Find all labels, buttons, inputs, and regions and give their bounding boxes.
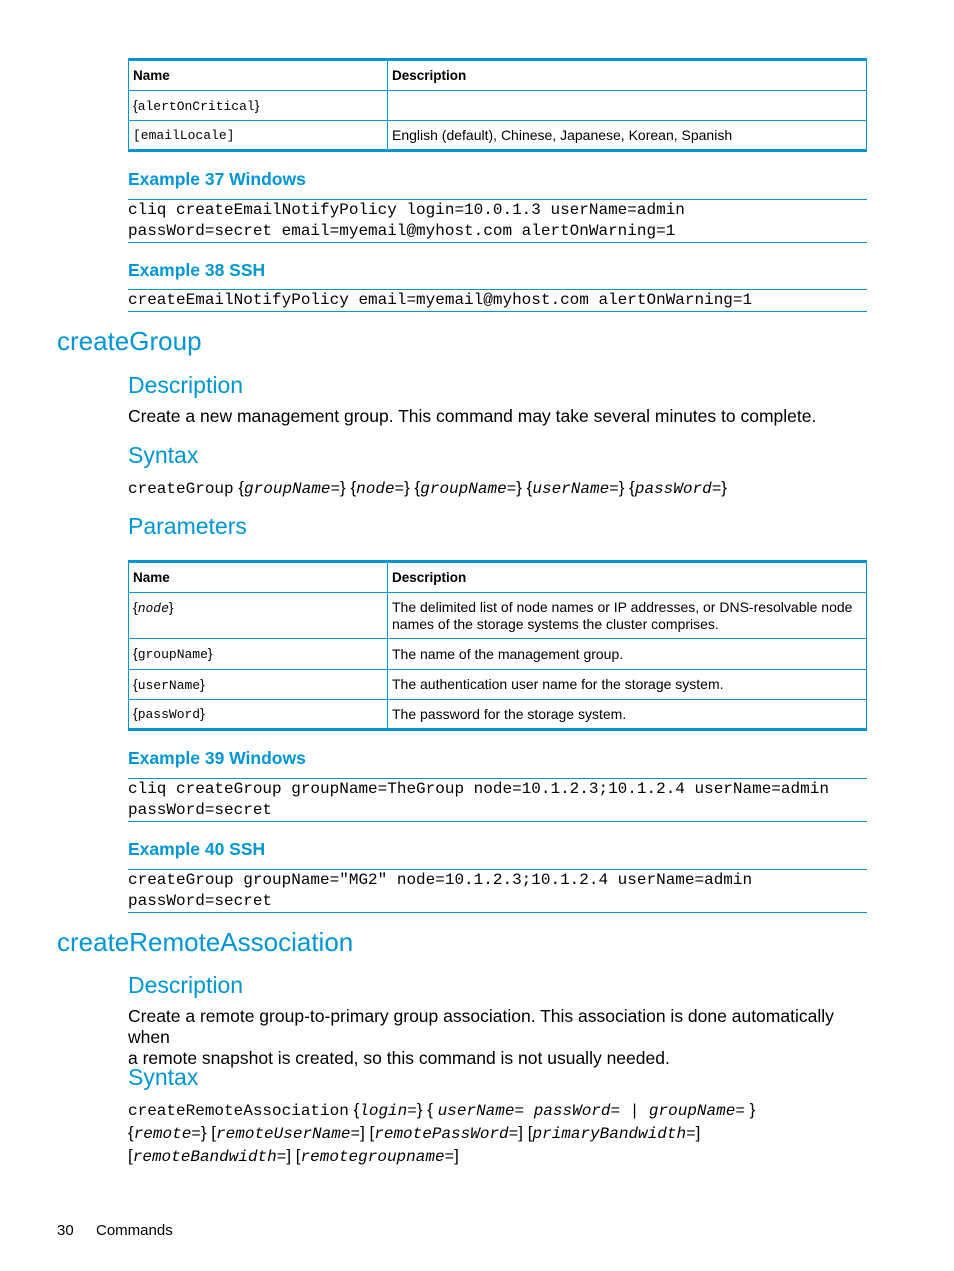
description-heading: Description bbox=[128, 372, 244, 398]
description-heading: Description bbox=[128, 972, 244, 998]
syntax-block bbox=[128, 1099, 868, 1168]
example-37-title: Example 37 Windows bbox=[128, 169, 306, 189]
param-description: The password for the storage system. bbox=[388, 700, 867, 730]
example-38-title: Example 38 SSH bbox=[128, 260, 266, 280]
param-name: {alertOnCritical} bbox=[129, 91, 388, 121]
description-text: Create a new management group. This command may take several minutes to complete. bbox=[128, 406, 817, 426]
example-39-title: Example 39 Windows bbox=[128, 748, 306, 768]
example-40-code: createGroup groupName="MG2" node=10.1.2.3;10.1.2.4 userName=admin passWord=secret bbox=[128, 869, 867, 913]
description-text: Create a remote group-to-primary group association. This association is done automatically when a remote snapshot is created, so this command is not usually needed. bbox=[128, 1006, 834, 1068]
section-title-createremoteassociation: createRemoteAssociation bbox=[57, 927, 354, 957]
example-38-code: createEmailNotifyPolicy email=myemail@myhost.com alertOnWarning=1 bbox=[128, 289, 867, 312]
param-description: English (default), Chinese, Japanese, Korean, Spanish bbox=[388, 121, 867, 151]
param-description: The authentication user name for the storage system. bbox=[388, 670, 867, 700]
syntax-line: createGroup {groupName=} {node=} {groupName=} {userName=} {passWord=} bbox=[128, 478, 727, 498]
table-1 bbox=[128, 58, 867, 152]
syntax-heading: Syntax bbox=[128, 442, 199, 468]
parameters-heading: Parameters bbox=[128, 513, 247, 539]
table-header-row bbox=[129, 562, 867, 593]
header-name: Name bbox=[129, 60, 388, 91]
syntax-line: createRemoteAssociation {login=} { userName= passWord= | groupName= } bbox=[128, 1100, 756, 1120]
table-row bbox=[129, 593, 867, 639]
table-row bbox=[129, 700, 867, 730]
table-row bbox=[129, 670, 867, 700]
table-header-row bbox=[129, 60, 867, 91]
header-description: Description bbox=[388, 562, 867, 593]
header-description: Description bbox=[388, 60, 867, 91]
param-name: {userName} bbox=[129, 670, 388, 700]
param-description bbox=[388, 91, 867, 121]
footer-section: Commands bbox=[96, 1222, 173, 1239]
param-description: The name of the management group. bbox=[388, 639, 867, 670]
section-title-creategroup: createGroup bbox=[57, 326, 202, 356]
table-row bbox=[129, 91, 867, 121]
page-number: 30 bbox=[57, 1222, 74, 1239]
example-40-title: Example 40 SSH bbox=[128, 839, 266, 859]
syntax-line: [remoteBandwidth=] [remotegroupname=] bbox=[128, 1146, 459, 1166]
table-row bbox=[129, 121, 867, 151]
example-37-code: cliq createEmailNotifyPolicy login=10.0.1.3 userName=admin passWord=secret email=myemail@myhost.com alertOnWarning=1 bbox=[128, 199, 867, 243]
example-39-code: cliq createGroup groupName=TheGroup node=10.1.2.3;10.1.2.4 userName=admin passWord=secret bbox=[128, 778, 867, 822]
param-name: {groupName} bbox=[129, 639, 388, 670]
syntax-heading: Syntax bbox=[128, 1064, 199, 1090]
table-row bbox=[129, 639, 867, 670]
parameters-table bbox=[128, 560, 867, 731]
header-name: Name bbox=[129, 562, 388, 593]
syntax-line: {remote=} [remoteUserName=] [remotePassWord=] [primaryBandwidth=] bbox=[128, 1123, 701, 1143]
param-name: {node} bbox=[129, 593, 388, 639]
param-name: [emailLocale] bbox=[129, 121, 388, 151]
param-description: The delimited list of node names or IP addresses, or DNS-resolvable node names of the storage systems the cluster comprises. bbox=[388, 593, 867, 639]
param-name: {passWord} bbox=[129, 700, 388, 730]
